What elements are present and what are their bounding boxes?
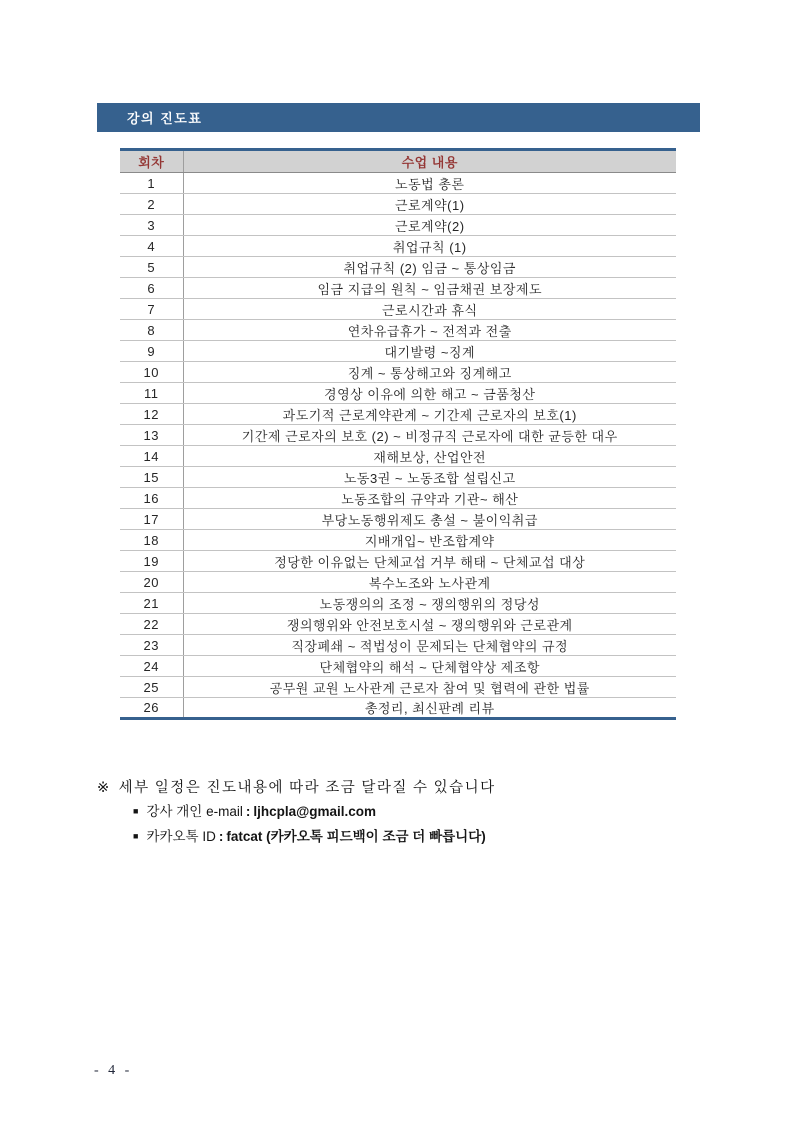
session-number-cell: 4: [120, 236, 183, 257]
session-number-cell: 20: [120, 572, 183, 593]
lesson-content-cell: 경영상 이유에 의한 해고 ~ 금품청산: [183, 383, 676, 404]
table-row: [120, 425, 676, 446]
lesson-content-cell: 취업규칙 (2) 임금 ~ 통상임금: [183, 257, 676, 278]
lesson-content-cell: 노동조합의 규약과 기관~ 해산: [183, 488, 676, 509]
contact-label: 강사 개인 e-mail: [146, 804, 243, 819]
lesson-content-cell: 징계 ~ 통상해고와 징계해고: [183, 362, 676, 383]
session-number-cell: 13: [120, 425, 183, 446]
column-header-content: 수업 내용: [183, 150, 676, 173]
table-header: [120, 150, 676, 173]
table-row: [120, 257, 676, 278]
table-row: [120, 215, 676, 236]
session-number-cell: 21: [120, 593, 183, 614]
session-number-cell: 15: [120, 467, 183, 488]
lesson-content-cell: 과도기적 근로계약관계 ~ 기간제 근로자의 보호(1): [183, 404, 676, 425]
lesson-content-cell: 기간제 근로자의 보호 (2) ~ 비정규직 근로자에 대한 균등한 대우: [183, 425, 676, 446]
table-row: [120, 509, 676, 530]
table-row: [120, 677, 676, 698]
table-row: [120, 572, 676, 593]
lesson-content-cell: 노동3권 ~ 노동조합 설립신고: [183, 467, 676, 488]
table-row: [120, 299, 676, 320]
lesson-content-cell: 지배개입~ 반조합계약: [183, 530, 676, 551]
table-row: [120, 446, 676, 467]
lesson-content-cell: 근로계약(2): [183, 215, 676, 236]
session-number-cell: 16: [120, 488, 183, 509]
lesson-content-cell: 단체협약의 해석 ~ 단체협약상 제조항: [183, 656, 676, 677]
lesson-content-cell: 쟁의행위와 안전보호시설 ~ 쟁의행위와 근로관계: [183, 614, 676, 635]
contact-separator: :: [218, 829, 224, 844]
session-number-cell: 17: [120, 509, 183, 530]
contact-note-list: [133, 799, 486, 849]
session-number-cell: 1: [120, 173, 183, 194]
table-row: [120, 614, 676, 635]
disclaimer-text: 세부 일정은 진도내용에 따라 조금 달라질 수 있습니다: [118, 780, 496, 796]
table-row: [120, 341, 676, 362]
table-row: [120, 173, 676, 194]
session-number-cell: 26: [120, 698, 183, 719]
table-row: [120, 488, 676, 509]
section-banner: [97, 103, 700, 132]
contact-label: 카카오톡 ID: [146, 829, 216, 844]
lesson-content-cell: 정당한 이유없는 단체교섭 거부 해태 ~ 단체교섭 대상: [183, 551, 676, 572]
session-number-cell: 9: [120, 341, 183, 362]
page-number: - 4 -: [94, 1063, 133, 1078]
table-row: [120, 278, 676, 299]
contact-value: fatcat (카카오톡 피드백이 조금 더 빠릅니다): [226, 829, 486, 844]
session-number-cell: 14: [120, 446, 183, 467]
lecture-schedule-table: [120, 148, 676, 720]
column-header-session: 회차: [120, 150, 183, 173]
lesson-content-cell: 임금 지급의 원칙 ~ 임금채권 보장제도: [183, 278, 676, 299]
lesson-content-cell: 재해보상, 산업안전: [183, 446, 676, 467]
section-banner-title: 강의 진도표: [127, 111, 203, 126]
lesson-content-cell: 근로시간과 휴식: [183, 299, 676, 320]
contact-value: ljhcpla@gmail.com: [253, 804, 377, 819]
session-number-cell: 3: [120, 215, 183, 236]
schedule-disclaimer: [97, 776, 496, 797]
table-row: [120, 698, 676, 719]
lesson-content-cell: 복수노조와 노사관계: [183, 572, 676, 593]
table-row: [120, 320, 676, 341]
reference-mark: ※: [97, 780, 111, 796]
table-row: [120, 551, 676, 572]
session-number-cell: 24: [120, 656, 183, 677]
session-number-cell: 25: [120, 677, 183, 698]
session-number-cell: 12: [120, 404, 183, 425]
session-number-cell: 22: [120, 614, 183, 635]
table-row: [120, 656, 676, 677]
lesson-content-cell: 노동쟁의의 조정 ~ 쟁의행위의 정당성: [183, 593, 676, 614]
lesson-content-cell: 대기발령 ~징계: [183, 341, 676, 362]
lesson-content-cell: 부당노동행위제도 총설 ~ 불이익취급: [183, 509, 676, 530]
table-header-row: [120, 150, 676, 173]
lesson-content-cell: 노동법 총론: [183, 173, 676, 194]
lesson-content-cell: 취업규칙 (1): [183, 236, 676, 257]
session-number-cell: 8: [120, 320, 183, 341]
lesson-content-cell: 연차유급휴가 ~ 전적과 전출: [183, 320, 676, 341]
table-row: [120, 404, 676, 425]
session-number-cell: 7: [120, 299, 183, 320]
session-number-cell: 18: [120, 530, 183, 551]
table-body: [120, 173, 676, 719]
session-number-cell: 5: [120, 257, 183, 278]
square-bullet-icon: ■: [133, 806, 139, 816]
lesson-content-cell: 공무원 교원 노사관계 근로자 참여 및 협력에 관한 법률: [183, 677, 676, 698]
lesson-content-cell: 직장폐쇄 ~ 적법성이 문제되는 단체협약의 규정: [183, 635, 676, 656]
contact-separator: :: [245, 804, 251, 819]
session-number-cell: 2: [120, 194, 183, 215]
session-number-cell: 6: [120, 278, 183, 299]
table-row: [120, 383, 676, 404]
table-row: [120, 362, 676, 383]
session-number-cell: 23: [120, 635, 183, 656]
contact-note-item: [133, 824, 486, 849]
table-row: [120, 530, 676, 551]
table-row: [120, 194, 676, 215]
lesson-content-cell: 근로계약(1): [183, 194, 676, 215]
table-row: [120, 236, 676, 257]
table-row: [120, 635, 676, 656]
contact-note-item: [133, 799, 486, 824]
table-row: [120, 593, 676, 614]
session-number-cell: 19: [120, 551, 183, 572]
lesson-content-cell: 총정리, 최신판례 리뷰: [364, 701, 495, 716]
square-bullet-icon: ■: [133, 831, 139, 841]
session-number-cell: 11: [120, 383, 183, 404]
table-row: [120, 467, 676, 488]
session-number-cell: 10: [120, 362, 183, 383]
